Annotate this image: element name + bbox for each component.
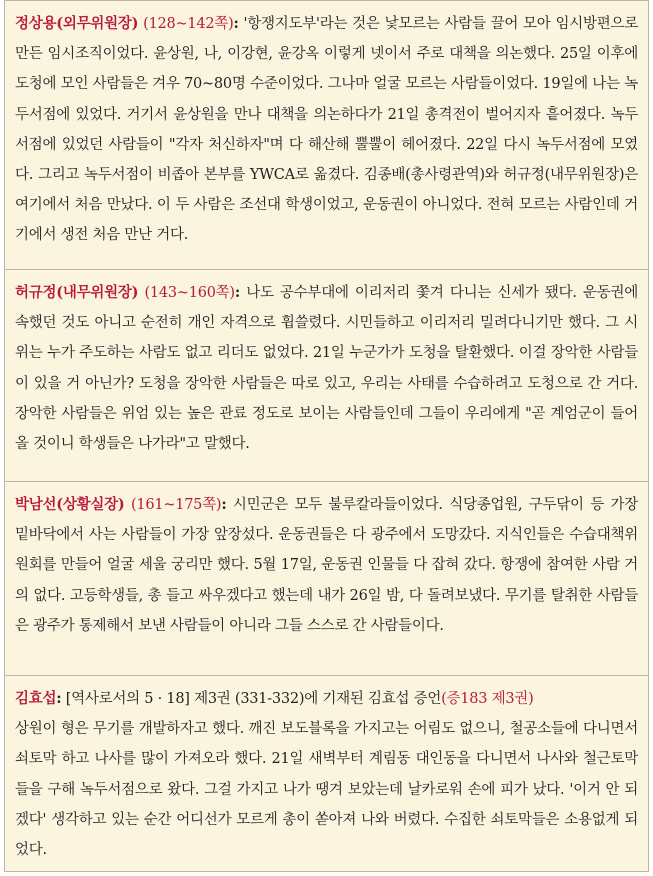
testimony-text: '항쟁지도부'라는 것은 낯모르는 사람들 끌어 모아 임시방편으로 만든 임시조직이었다. 윤상원, 나, 이강현, 윤강옥 이렇게 넷이서 주로 대책을 의논했다. 25일 이후에 도청에 모인 사람들은 겨우 70~80명 수준이었다. 그나마 얼굴 모르는 사람들이었다. 19일에 나는 녹두서점에 있었다. 거기서 윤상원을 만나 대책을 의논하다가 21일 총격전이 벌어지자 흩어졌다. 녹두서점에 있었던 사람들이 "각자 처신하자"며 다 해산해 뿔뿔이 헤어졌다. 22일 다시 녹두서점에 모였다. 그리고 녹두서점이 비좁아 본부를 YWCA로 옮겼다. 김종배(총사령관역)와 허규정(내무위원장)은 여기에서 처음 만났다. 이 두 사람은 조선대 학생이었고, 운동권이 아니었다. 전혀 모르는 사람인데 거기에서 생전 처음 만난 거다. — [15, 16, 638, 244]
testimony-page — [4, 0, 649, 872]
testimony-text: 시민군은 모두 불루칼라들이었다. 식당종업원, 구두닦이 등 가장 밑바닥에서 사는 사람들이 가장 앞장섰다. 운동권들은 다 광주에서 도망갔다. 지식인들은 수습대책위원회를 만들어 얼굴 세울 궁리만 했다. 5월 17일, 운동권 인물들 다 잡혀 갔다. 항쟁에 참여한 사람 거의 없다. 고등학생들, 총 들고 싸우겠다고 했는데 내가 26일 밤, 다 돌려보냈다. 무기를 탈취한 사람들은 광주가 통제해서 보낸 사람들이 아니라 그들 스스로 간 사람들이다. — [15, 497, 638, 634]
speaker-name: 김효섭 — [15, 690, 57, 707]
testimony-block-park-namseon — [4, 482, 649, 676]
page-range: (128~142쪽) — [143, 16, 234, 32]
speaker-name: 정상용(외무위원장) — [15, 15, 139, 32]
testimony-text: 상원이 형은 무기를 개발하자고 했다. 깨진 보도블록을 가지고는 어림도 없으니, 철공소들에 다니면서 쇠토막 하고 나사를 많이 가져오라 했다. 21일 새벽부터 계림동 대인동을 다니면서 나사와 철근토막들을 구해 녹두서점으로 왔다. 그걸 가지고 나가 땡겨 보았는데 날카로워 손에 피가 났다. '이거 안 되겠다' 생각하고 있는 순간 어디선가 모르게 총이 쏟아져 나와 버렸다. 수집한 쇠토막들은 소용없게 되었다. — [15, 721, 638, 859]
colon-separator: : — [234, 284, 240, 301]
speaker-name: 박남선(상황실장) — [15, 496, 125, 513]
reference-code: (증183 제3권) — [441, 691, 534, 707]
colon-separator: : — [221, 496, 227, 513]
page-range: (161~175쪽) — [130, 497, 222, 513]
testimony-block-kim-hyoseop — [4, 676, 649, 872]
colon-separator: : — [233, 15, 239, 32]
colon-separator: : — [56, 690, 62, 707]
testimony-block-jeong-sangyong — [4, 0, 649, 270]
testimony-block-heo-gyujeong — [4, 270, 649, 482]
speaker-name: 허규정(내무위원장) — [15, 284, 139, 301]
testimony-text: 나도 공수부대에 이리저리 쫓겨 다니는 신세가 됐다. 운동권에 속했던 것도 아니고 순전히 개인 자격으로 휩쓸렸다. 시민들하고 이리저리 밀려다니기만 했다. 그 시위는 누가 주도하는 사람도 없고 리더도 없었다. 21일 누군가가 도청을 탈환했다. 이걸 장악한 사람들이 있을 거 아닌가? 도청을 장악한 사람들은 따로 있고, 우리는 사태를 수습하려고 도청으로 간 거다. 장악한 사람들은 위엄 있는 높은 관료 정도로 보이는 사람들인데 그들이 우리에게 "곧 계엄군이 들어올 것이니 학생들은 나가라"고 말했다. — [15, 285, 639, 453]
page-range: (143~160쪽) — [144, 285, 235, 301]
source-citation: [역사로서의 5 · 18] 제3권 (331-332)에 기재된 김효섭 증언 — [65, 691, 442, 707]
